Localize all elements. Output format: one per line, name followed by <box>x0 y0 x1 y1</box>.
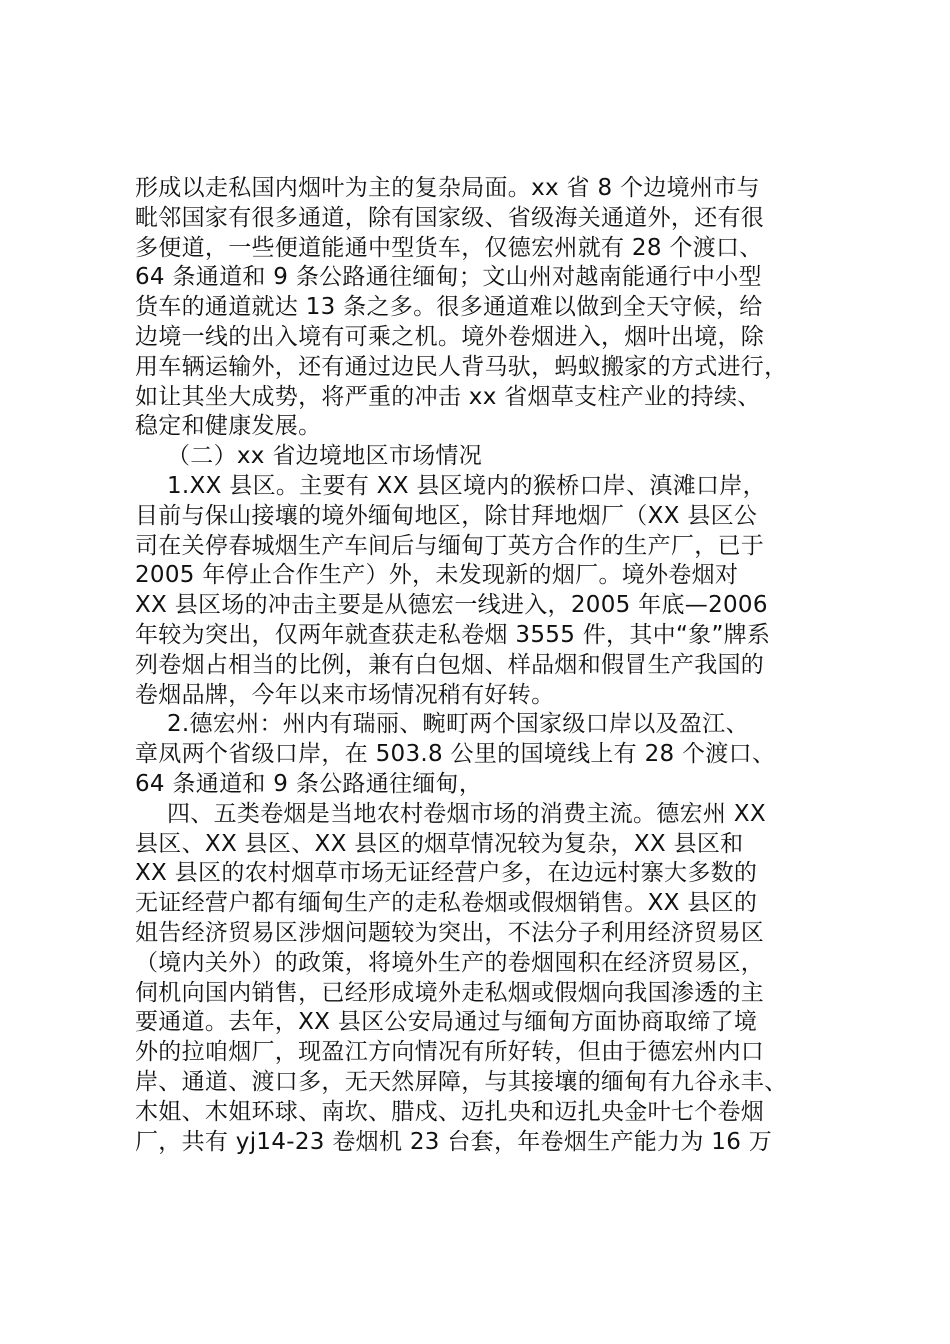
text-line: 列卷烟占相当的比例，兼有白包烟、样品烟和假冒生产我国的 <box>135 651 765 678</box>
text-line: （二）xx 省边境地区市场情况 <box>167 443 483 470</box>
text-line: XX 县区场的冲击主要是从德宏一线进入，2005 年底—2006 <box>135 592 768 619</box>
text-line: 岸、通道、渡口多，无天然屏障，与其接壤的缅甸有九谷永丰、 <box>135 1068 788 1095</box>
text-line: 司在关停春城烟生产车间后与缅甸丁英方合作的生产厂，已于 <box>135 532 765 559</box>
text-line: 要通道。去年，XX 县区公安局通过与缅甸方面协商取缔了境 <box>135 1009 758 1036</box>
text-line: 边境一线的出入境有可乘之机。境外卷烟进入，烟叶出境，除 <box>135 323 765 350</box>
text-line: 无证经营户都有缅甸生产的走私卷烟或假烟销售。XX 县区的 <box>135 890 758 917</box>
text-line: 2.德宏州：州内有瑞丽、畹町两个国家级口岸以及盈江、 <box>167 711 749 738</box>
text-line: 卷烟品牌，今年以来市场情况稍有好转。 <box>135 681 555 708</box>
text-line: 木姐、木姐环球、南坎、腊戍、迈扎央和迈扎央金叶七个卷烟 <box>135 1098 765 1125</box>
text-line: 稳定和健康发展。 <box>135 413 322 440</box>
text-line: 毗邻国家有很多通道，除有国家级、省级海关通道外，还有很 <box>135 204 765 231</box>
text-line: 外的拉咱烟厂，现盈江方向情况有所好转，但由于德宏州内口 <box>135 1039 765 1066</box>
text-line: 64 条通道和 9 条公路通往缅甸；文山州对越南能通行中小型 <box>135 264 762 291</box>
text-line: 1.XX 县区。主要有 XX 县区境内的猴桥口岸、滇滩口岸， <box>167 472 766 499</box>
text-line: 货车的通道就达 13 条之多。很多通道难以做到全天守候，给 <box>135 294 763 321</box>
text-line: 伺机向国内销售，已经形成境外走私烟或假烟向我国渗透的主 <box>135 979 765 1006</box>
text-line: 形成以走私国内烟叶为主的复杂局面。xx 省 8 个边境州市与 <box>135 175 760 201</box>
text-line: 年较为突出，仅两年就查获走私卷烟 3555 件，其中“象”牌系 <box>135 621 771 648</box>
document-body <box>135 174 835 1157</box>
text-line: 如让其坐大成势，将严重的冲击 xx 省烟草支柱产业的持续、 <box>135 383 761 410</box>
text-line: 县区、XX 县区、XX 县区的烟草情况较为复杂，XX 县区和 <box>135 830 744 857</box>
text-line: 章凤两个省级口岸，在 503.8 公里的国境线上有 28 个渡口、 <box>135 741 776 768</box>
text-line: XX 县区的农村烟草市场无证经营户多，在边远村寨大多数的 <box>135 860 758 887</box>
text-line: 多便道，一些便道能通中型货车，仅德宏州就有 28 个渡口、 <box>135 234 763 261</box>
text-line: 厂，共有 yj14-23 卷烟机 23 台套，年卷烟生产能力为 16 万 <box>135 1128 773 1155</box>
text-line: 四、五类卷烟是当地农村卷烟市场的消费主流。德宏州 XX <box>167 800 766 827</box>
text-line: 2005 年停止合作生产）外，未发现新的烟厂。境外卷烟对 <box>135 562 739 589</box>
text-line: 目前与保山接壤的境外缅甸地区，除甘拜地烟厂（XX 县区公 <box>135 502 758 529</box>
text-line: 用车辆运输外，还有通过边民人背马驮，蚂蚁搬家的方式进行， <box>135 353 788 380</box>
text-line: （境内关外）的政策，将境外生产的卷烟囤积在经济贸易区， <box>135 949 765 976</box>
text-line: 64 条通道和 9 条公路通往缅甸， <box>135 770 483 797</box>
text-line: 姐告经济贸易区涉烟问题较为突出，不法分子利用经济贸易区 <box>135 919 765 946</box>
